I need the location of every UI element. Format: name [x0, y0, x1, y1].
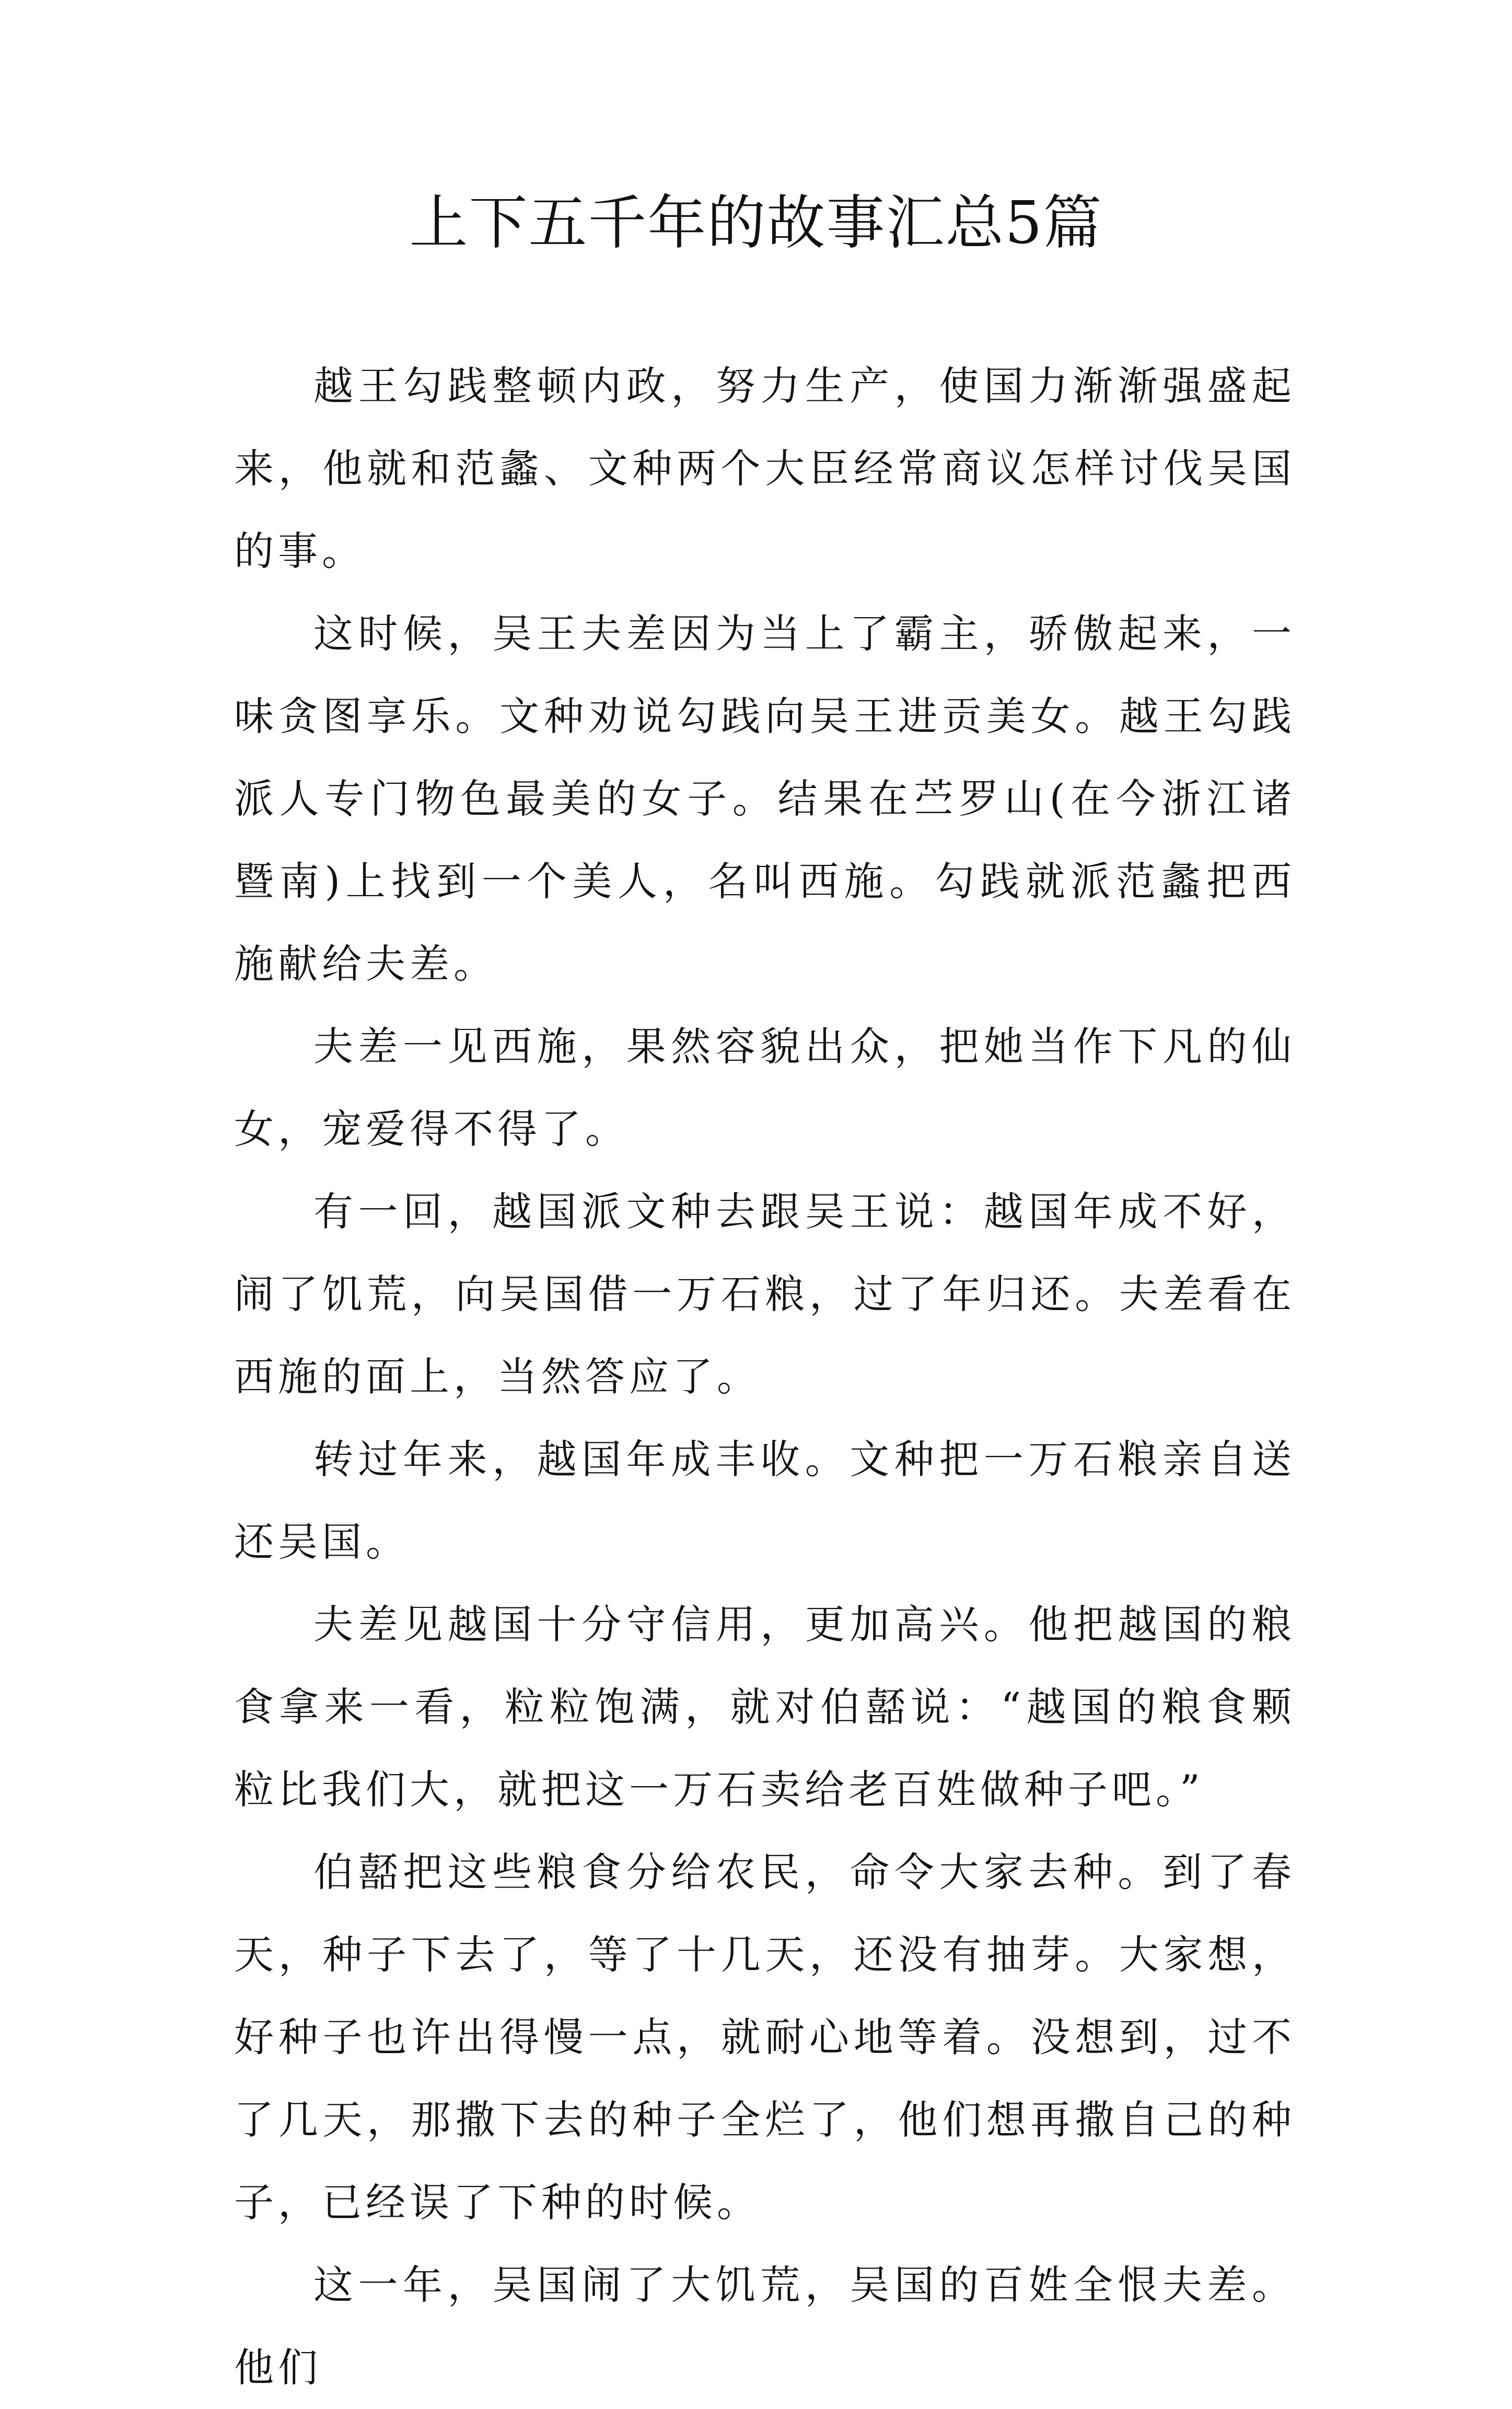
paragraph-6: 夫差见越国十分守信用，更加高兴。他把越国的粮食拿来一看，粒粒饱满，就对伯嚭说：“越国的粮食颗粒比我们大，就把这一万石卖给老百姓做种子吧。”: [234, 1601, 1296, 1813]
paragraph-3: 夫差一见西施，果然容貌出众，把她当作下凡的仙女，宠爱得不得了。: [234, 1023, 1296, 1152]
paragraph-2: 这时候，吴王夫差因为当上了霸主，骄傲起来，一味贪图享乐。文种劝说勾践向吴王进贡美女。越王勾践派人专门物色最美的女子。结果在苎罗山(在今浙江诸暨南)上找到一个美人，名叫西施。勾践就派范蠡把西施献给夫差。: [234, 610, 1296, 987]
document-title: 上下五千年的故事汇总5篇: [409, 189, 1103, 257]
paragraph-8: 这一年，吴国闹了大饥荒，吴国的百姓全恨夫差。他们: [234, 2262, 1296, 2391]
paragraph-4: 有一回，越国派文种去跟吴王说：越国年成不好，闹了饥荒，向吴国借一万石粮，过了年归还。夫差看在西施的面上，当然答应了。: [234, 1188, 1296, 1400]
paragraph-5: 转过年来，越国年成丰收。文种把一万石粮亲自送还吴国。: [234, 1436, 1296, 1565]
document-body: [234, 345, 1296, 2409]
paragraph-7: 伯嚭把这些粮食分给农民，命令大家去种。到了春天，种子下去了，等了十几天，还没有抽芽。大家想，好种子也许出得慢一点，就耐心地等着。没想到，过不了几天，那撒下去的种子全烂了，他们想再撒自己的种子，已经误了下种的时候。: [234, 1849, 1296, 2226]
paragraph-1: 越王勾践整顿内政，努力生产，使国力渐渐强盛起来，他就和范蠡、文种两个大臣经常商议怎样讨伐吴国的事。: [234, 363, 1296, 574]
